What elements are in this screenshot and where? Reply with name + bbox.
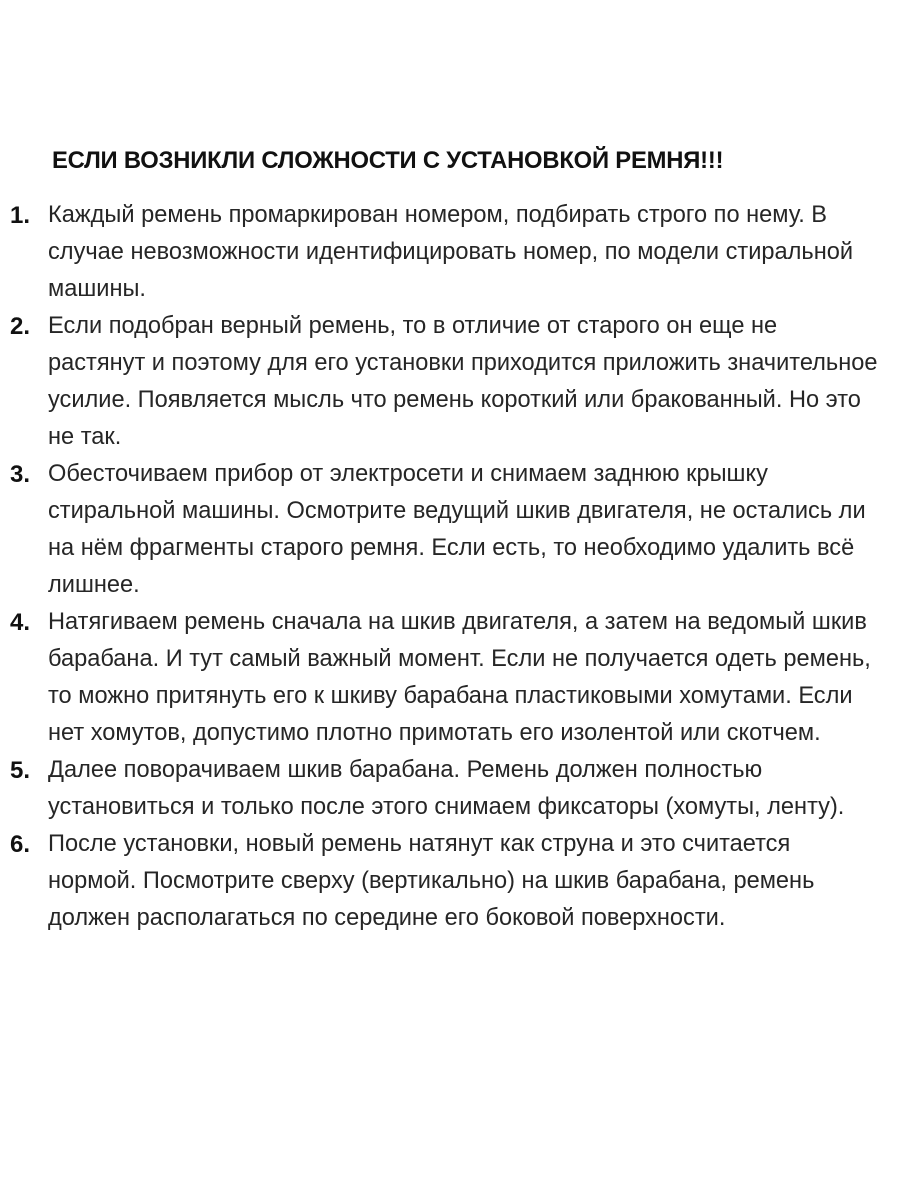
instruction-list	[10, 197, 880, 937]
list-item	[10, 752, 880, 826]
item-text: После установки, новый ремень натянут как струна и это считается нормой. Посмотрите сверху (вертикально) на шкив барабана, ремень должен располагаться по середине его боковой поверхности.	[48, 831, 815, 931]
item-number: 3.	[10, 461, 31, 488]
item-number: 6.	[10, 831, 31, 858]
list-item	[10, 308, 880, 456]
item-text: Если подобран верный ремень, то в отличие от старого он еще не растянут и поэтому для его установки приходится приложить значительное усилие. Появляется мысль что ремень короткий или бракованный. Но это не так.	[48, 313, 878, 450]
list-item	[10, 826, 880, 937]
page-title: ЕСЛИ ВОЗНИКЛИ СЛОЖНОСТИ С УСТАНОВКОЙ РЕМНЯ!!!	[52, 147, 724, 174]
item-text: Каждый ремень промаркирован номером, подбирать строго по нему. В случае невозможности идентифицировать номер, по модели стиральной машины.	[48, 202, 854, 302]
item-text: Натягиваем ремень сначала на шкив двигателя, а затем на ведомый шкив барабана. И тут самый важный момент. Если не получается одеть ремень, то можно притянуть его к шкиву барабана пластиковыми хомутами. Если нет хомутов, допустимо плотно примотать его изолентой или скотчем.	[48, 609, 871, 746]
item-number: 4.	[10, 609, 31, 636]
list-item	[10, 456, 880, 604]
item-number: 5.	[10, 757, 31, 784]
item-number: 1.	[10, 202, 31, 229]
list-item	[10, 197, 880, 308]
item-text: Обесточиваем прибор от электросети и снимаем заднюю крышку стиральной машины. Осмотрите ведущий шкив двигателя, не остались ли на нём фрагменты старого ремня. Если есть, то необходимо удалить всё лишнее.	[48, 461, 866, 598]
item-text: Далее поворачиваем шкив барабана. Ремень должен полностью установиться и только после этого снимаем фиксаторы (хомуты, ленту).	[48, 757, 845, 820]
list-item	[10, 604, 880, 752]
item-number: 2.	[10, 313, 31, 340]
